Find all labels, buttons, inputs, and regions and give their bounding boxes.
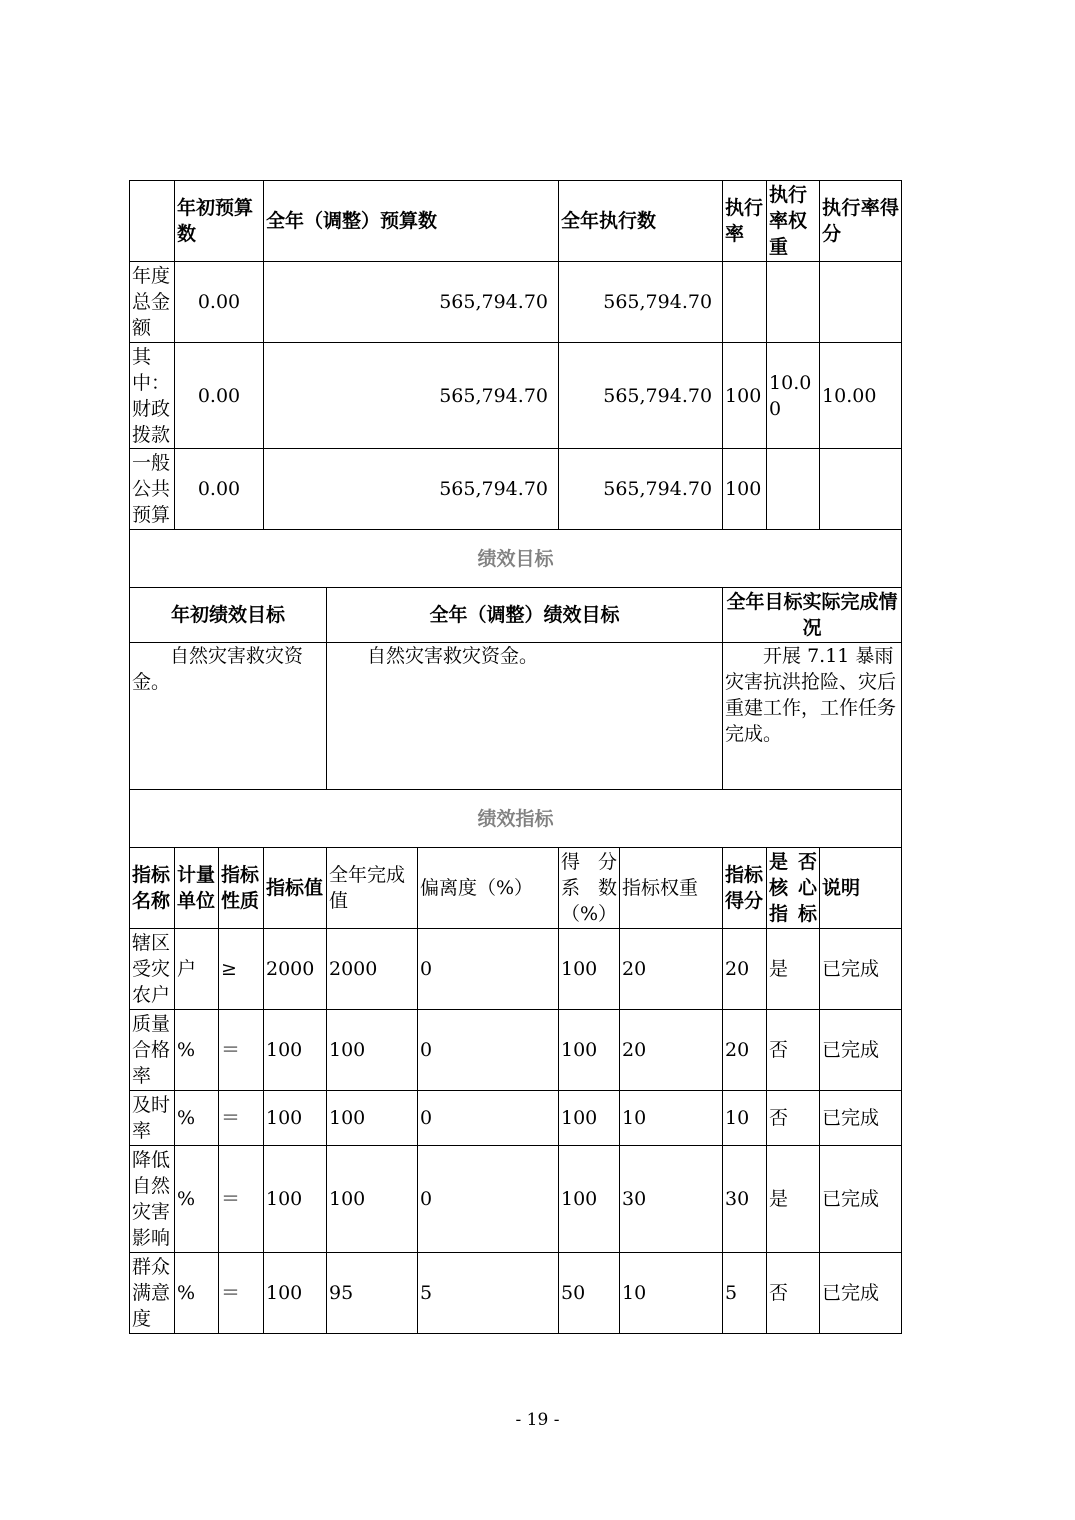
ind-coef: 50 (559, 1253, 620, 1334)
budget-row-score: 10.00 (820, 343, 902, 449)
ind-nature: ≥ (219, 929, 264, 1010)
budget-row-score (820, 449, 902, 530)
budget-row (130, 343, 902, 449)
ind-score: 10 (723, 1091, 767, 1146)
budget-header-score: 执行率得分 (820, 181, 902, 262)
goals-header-adjusted: 全年（调整）绩效目标 (327, 588, 723, 643)
ind-deviation: 0 (418, 929, 559, 1010)
ind-completed: 100 (327, 1091, 418, 1146)
ind-completed: 100 (327, 1146, 418, 1253)
goals-header-row (130, 588, 902, 643)
budget-row-executed: 565,794.70 (559, 449, 723, 530)
budget-header-weight: 执行率权重 (767, 181, 820, 262)
ind-unit: 户 (175, 929, 219, 1010)
ind-unit: % (175, 1091, 219, 1146)
budget-row-rate: 100 (723, 343, 767, 449)
budget-row-weight (767, 449, 820, 530)
budget-row-weight: 10.00 (767, 343, 820, 449)
budget-row (130, 262, 902, 343)
budget-row-score (820, 262, 902, 343)
budget-row-executed: 565,794.70 (559, 262, 723, 343)
ind-name: 质量合格率 (130, 1010, 175, 1091)
budget-header-executed: 全年执行数 (559, 181, 723, 262)
ind-header-deviation: 偏离度（%） (418, 848, 559, 929)
goals-actual-text: 开展 7.11 暴雨灾害抗洪抢险、灾后重建工作，工作任务完成。 (723, 643, 902, 790)
performance-table (129, 180, 902, 1334)
ind-value: 100 (264, 1091, 327, 1146)
ind-coef: 100 (559, 1091, 620, 1146)
goals-initial-text: 自然灾害救灾资金。 (130, 643, 327, 790)
budget-row (130, 449, 902, 530)
budget-header-adjusted: 全年（调整）预算数 (264, 181, 559, 262)
budget-row-rate (723, 262, 767, 343)
ind-header-unit: 计量单位 (175, 848, 219, 929)
goals-content-row (130, 643, 902, 790)
ind-core: 否 (767, 1253, 820, 1334)
ind-deviation: 0 (418, 1010, 559, 1091)
budget-row-adjusted: 565,794.70 (264, 262, 559, 343)
ind-weight: 30 (620, 1146, 723, 1253)
ind-nature: ＝ (219, 1253, 264, 1334)
ind-header-name: 指标名称 (130, 848, 175, 929)
ind-value: 100 (264, 1010, 327, 1091)
ind-header-weight: 指标权重 (620, 848, 723, 929)
ind-completed: 2000 (327, 929, 418, 1010)
indicators-title-row (130, 790, 902, 848)
budget-header-initial: 年初预算数 (175, 181, 264, 262)
ind-nature: ＝ (219, 1146, 264, 1253)
budget-row-initial: 0.00 (175, 262, 264, 343)
ind-note: 已完成 (820, 1146, 902, 1253)
ind-deviation: 5 (418, 1253, 559, 1334)
ind-header-core: 是否核心指标 (767, 848, 820, 929)
ind-header-note: 说明 (820, 848, 902, 929)
ind-core: 否 (767, 1010, 820, 1091)
ind-value: 100 (264, 1146, 327, 1253)
budget-header-rate: 执行率 (723, 181, 767, 262)
indicator-row (130, 1010, 902, 1091)
ind-weight: 20 (620, 1010, 723, 1091)
ind-name: 群众满意度 (130, 1253, 175, 1334)
indicator-row (130, 1091, 902, 1146)
budget-header-blank (130, 181, 175, 262)
budget-row-executed: 565,794.70 (559, 343, 723, 449)
ind-nature: ＝ (219, 1091, 264, 1146)
budget-row-initial: 0.00 (175, 449, 264, 530)
ind-score: 5 (723, 1253, 767, 1334)
budget-row-rate: 100 (723, 449, 767, 530)
budget-row-adjusted: 565,794.70 (264, 449, 559, 530)
ind-score: 20 (723, 1010, 767, 1091)
indicators-header-row (130, 848, 902, 929)
ind-core: 否 (767, 1091, 820, 1146)
budget-row-label: 年度总金额 (130, 262, 175, 343)
ind-header-completed: 全年完成值 (327, 848, 418, 929)
ind-unit: % (175, 1146, 219, 1253)
goals-header-initial: 年初绩效目标 (130, 588, 327, 643)
ind-note: 已完成 (820, 1253, 902, 1334)
ind-completed: 100 (327, 1010, 418, 1091)
ind-name: 及时率 (130, 1091, 175, 1146)
ind-coef: 100 (559, 1010, 620, 1091)
ind-header-score: 指标得分 (723, 848, 767, 929)
indicators-section-title: 绩效指标 (130, 790, 902, 848)
ind-header-value: 指标值 (264, 848, 327, 929)
ind-score: 20 (723, 929, 767, 1010)
ind-value: 2000 (264, 929, 327, 1010)
ind-weight: 20 (620, 929, 723, 1010)
ind-core: 是 (767, 1146, 820, 1253)
ind-note: 已完成 (820, 1010, 902, 1091)
ind-header-coef: 得分系数（%） (559, 848, 620, 929)
indicator-row (130, 929, 902, 1010)
budget-row-initial: 0.00 (175, 343, 264, 449)
goals-header-actual: 全年目标实际完成情况 (723, 588, 902, 643)
ind-weight: 10 (620, 1091, 723, 1146)
ind-nature: ＝ (219, 1010, 264, 1091)
ind-coef: 100 (559, 1146, 620, 1253)
budget-header-row (130, 181, 902, 262)
ind-note: 已完成 (820, 929, 902, 1010)
ind-value: 100 (264, 1253, 327, 1334)
ind-header-nature: 指标性质 (219, 848, 264, 929)
ind-deviation: 0 (418, 1091, 559, 1146)
goals-adjusted-text: 自然灾害救灾资金。 (327, 643, 723, 790)
ind-core: 是 (767, 929, 820, 1010)
budget-row-weight (767, 262, 820, 343)
ind-score: 30 (723, 1146, 767, 1253)
ind-note: 已完成 (820, 1091, 902, 1146)
ind-unit: % (175, 1253, 219, 1334)
budget-row-label: 其中：财政拨款 (130, 343, 175, 449)
ind-unit: % (175, 1010, 219, 1091)
ind-completed: 95 (327, 1253, 418, 1334)
ind-weight: 10 (620, 1253, 723, 1334)
ind-name: 辖区受灾农户 (130, 929, 175, 1010)
goals-section-title: 绩效目标 (130, 530, 902, 588)
ind-coef: 100 (559, 929, 620, 1010)
page-number: - 19 - (515, 1410, 560, 1430)
budget-row-label: 一般公共预算 (130, 449, 175, 530)
goals-title-row (130, 530, 902, 588)
indicator-row (130, 1146, 902, 1253)
ind-deviation: 0 (418, 1146, 559, 1253)
indicator-row (130, 1253, 902, 1334)
ind-name: 降低自然灾害影响 (130, 1146, 175, 1253)
budget-row-adjusted: 565,794.70 (264, 343, 559, 449)
